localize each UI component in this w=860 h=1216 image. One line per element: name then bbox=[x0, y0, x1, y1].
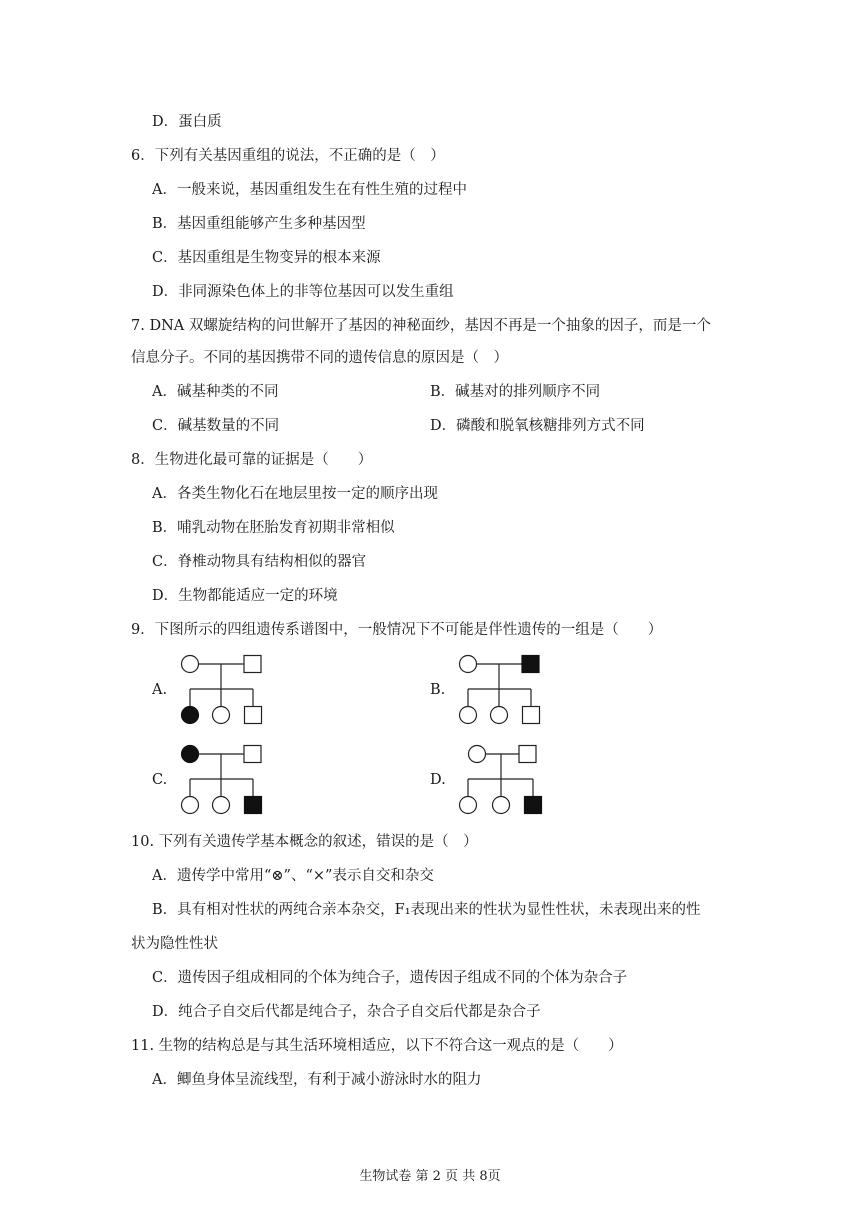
mother-normal bbox=[460, 656, 477, 673]
daughter-normal bbox=[493, 797, 510, 814]
question-9: 9．下图所示的四组遗传系谱图中，一般情况下不可能是伴性遗传的一组是（ ） bbox=[131, 622, 663, 638]
question-11: 11. 生物的结构总是与其生活环境相适应，以下不符合这一观点的是（ ） bbox=[131, 1038, 623, 1054]
father-normal bbox=[244, 746, 261, 763]
father-affected bbox=[522, 656, 539, 673]
daughter-affected bbox=[182, 707, 199, 724]
q8-option-a: A．各类生物化石在地层里按一定的顺序出现 bbox=[152, 486, 438, 502]
q8-option-d: D．生物都能适应一定的环境 bbox=[152, 588, 338, 604]
daughter-normal bbox=[460, 707, 477, 724]
mother-normal bbox=[469, 746, 486, 763]
daughter-normal bbox=[213, 707, 230, 724]
father-normal bbox=[519, 746, 536, 763]
pedigree-c-label: C. bbox=[152, 772, 168, 788]
q6-option-c: C．基因重组是生物变异的根本来源 bbox=[152, 250, 381, 266]
q6-option-a: A．一般来说，基因重组发生在有性生殖的过程中 bbox=[152, 182, 467, 198]
pedigree-d bbox=[453, 742, 548, 817]
father-normal bbox=[244, 656, 261, 673]
q6-option-b: B．基因重组能够产生多种基因型 bbox=[152, 216, 366, 232]
q10-option-b-line-1: B．具有相对性状的两纯合亲本杂交，F₁表现出来的性状为显性性状，未表现出来的性 bbox=[152, 902, 701, 918]
q7-option-a: A．碱基种类的不同 bbox=[152, 384, 279, 400]
q8-option-c: C．脊椎动物具有结构相似的器官 bbox=[152, 554, 367, 570]
son-normal bbox=[245, 707, 262, 724]
daughter-normal bbox=[182, 797, 199, 814]
q10-option-b-line-2: 状为隐性性状 bbox=[131, 936, 218, 952]
question-10: 10. 下列有关遗传学基本概念的叙述，错误的是（ ） bbox=[131, 834, 478, 850]
pedigree-b bbox=[453, 652, 548, 727]
mother-normal bbox=[182, 656, 199, 673]
q10-option-a: A．遗传学中常用“⊗”、“×”表示自交和杂交 bbox=[152, 868, 434, 884]
q5-option-d: D．蛋白质 bbox=[152, 114, 222, 130]
q7-option-c: C．碱基数量的不同 bbox=[152, 418, 280, 434]
mother-affected bbox=[182, 746, 199, 763]
q8-option-b: B．哺乳动物在胚胎发育初期非常相似 bbox=[152, 520, 395, 536]
son-affected bbox=[525, 797, 542, 814]
pedigree-d-label: D. bbox=[430, 772, 446, 788]
son-affected bbox=[245, 797, 262, 814]
question-7-line-2: 信息分子。不同的基因携带不同的遗传信息的原因是（ ） bbox=[131, 350, 508, 366]
daughter-normal bbox=[460, 797, 477, 814]
q10-option-d: D．纯合子自交后代都是纯合子，杂合子自交后代都是杂合子 bbox=[152, 1004, 541, 1020]
q11-option-a: A．鲫鱼身体呈流线型，有利于减小游泳时水的阻力 bbox=[152, 1072, 482, 1088]
daughter-normal bbox=[491, 707, 508, 724]
question-7-line-1: 7. DNA 双螺旋结构的问世解开了基因的神秘面纱，基因不再是一个抽象的因子，而是一个 bbox=[131, 318, 711, 334]
pedigree-a bbox=[175, 652, 270, 727]
q10-option-c: C．遗传因子组成相同的个体为纯合子，遗传因子组成不同的个体为杂合子 bbox=[152, 970, 628, 986]
question-6: 6．下列有关基因重组的说法，不正确的是（ ） bbox=[131, 148, 445, 164]
pedigree-a-label: A. bbox=[152, 682, 168, 698]
page-footer: 生物试卷 第 2 页 共 8页 bbox=[359, 1169, 501, 1184]
q6-option-d: D．非同源染色体上的非等位基因可以发生重组 bbox=[152, 284, 454, 300]
daughter-normal bbox=[213, 797, 230, 814]
pedigree-b-label: B. bbox=[430, 682, 446, 698]
pedigree-c bbox=[175, 742, 270, 817]
son-normal bbox=[523, 707, 540, 724]
q7-option-b: B．碱基对的排列顺序不同 bbox=[430, 384, 601, 400]
question-8: 8．生物进化最可靠的证据是（ ） bbox=[131, 452, 373, 468]
q7-option-d: D．磷酸和脱氧核糖排列方式不同 bbox=[430, 418, 645, 434]
